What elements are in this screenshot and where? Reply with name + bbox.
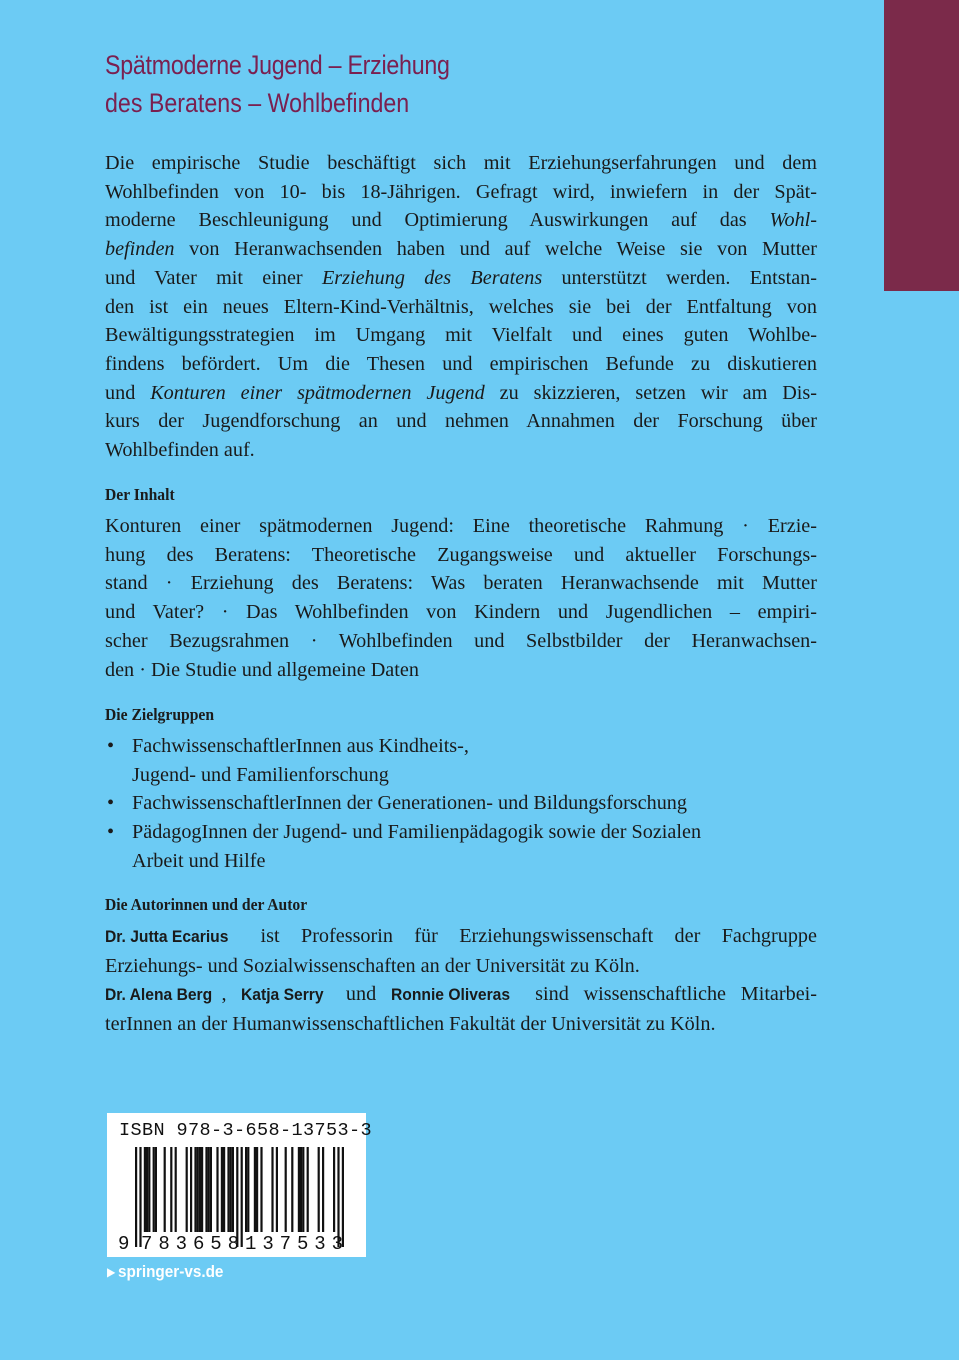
website-label: springer-vs.de (118, 1262, 224, 1281)
autoren-separator: und (331, 983, 391, 1006)
barcode-bar (197, 1147, 199, 1232)
barcode-bar (260, 1147, 262, 1232)
author-name: Dr. Alena Berg (105, 985, 213, 1005)
inhalt-paragraph (105, 512, 817, 684)
intro-line (105, 206, 817, 235)
barcode-bar (254, 1147, 256, 1232)
book-title (105, 46, 535, 122)
intro-italic-text: Wohl- (769, 209, 817, 232)
barcode-bar (210, 1147, 212, 1232)
intro-text: und Vater mit einer (105, 266, 322, 289)
barcode-bar (208, 1147, 210, 1232)
intro-text: Bewältigungsstrategien im Umgang mit Vielfalt und eines guten Wohlbe- (105, 324, 817, 347)
barcode-bar (318, 1147, 320, 1232)
arrow-icon: ▶ (107, 1265, 116, 1279)
isbn-label: ISBN 978-3-658-13753-3 (119, 1120, 373, 1141)
intro-text: und (105, 381, 151, 404)
barcode-bar (223, 1147, 225, 1232)
intro-text: Wohlbefinden von 10- bis 18-Jährigen. Gefragt wird, inwiefern in der Spät- (105, 180, 817, 203)
list-item-text: PädagogInnen der Jugend- und Familienpädagogik sowie der Sozialen (132, 821, 702, 844)
barcode-bar (155, 1147, 157, 1232)
barcode-bar (199, 1147, 201, 1232)
section-heading-autoren: Die Autorinnen und der Autor (105, 895, 308, 914)
list-item-text: FachwissenschaftlerInnen der Generationen- und Bildungsforschung (132, 792, 687, 815)
barcode-bar (285, 1147, 287, 1232)
barcode-bar (236, 1147, 238, 1247)
intro-line (105, 379, 817, 408)
intro-line (105, 235, 817, 264)
autoren-line-4: terInnen an der Humanwissenschaftlichen Fakultät der Universität zu Köln. (105, 1013, 716, 1036)
autoren-line-3 (105, 980, 817, 1010)
barcode-bar (230, 1147, 232, 1232)
barcode-bar (232, 1147, 234, 1232)
intro-italic-text: Erziehung des Beratens (321, 266, 543, 289)
intro-text: den ist ein neues Eltern-Kind-Verhältnis, welches sie bei der Entfaltung von (105, 295, 817, 318)
barcode-bar (148, 1147, 150, 1232)
autoren-line-2: Erziehungs- und Sozialwissenschaften an der Universität zu Köln. (105, 954, 640, 977)
barcode-bar (135, 1147, 137, 1247)
author-name: Katja Serry (241, 985, 324, 1005)
bullet-icon: • (107, 735, 115, 757)
intro-line (105, 407, 817, 436)
barcode-bar (271, 1147, 273, 1232)
barcode-digit-first: 9 (118, 1233, 130, 1255)
barcode-bar (201, 1147, 203, 1232)
barcode-bar (307, 1147, 309, 1232)
autoren-line-3-text: sind wissenschaftliche Mitarbei- (520, 983, 818, 1006)
barcode-bar (164, 1147, 166, 1232)
intro-text: moderne Beschleunigung und Optimierung Auswirkungen auf das (105, 209, 770, 232)
barcode-bar (153, 1147, 155, 1232)
list-item-text: FachwissenschaftlerInnen aus Kindheits-, (132, 735, 469, 757)
bullet-icon: • (107, 821, 115, 844)
barcode-bar (342, 1147, 344, 1247)
isbn-barcode (107, 1113, 373, 1257)
autoren-line-1 (105, 922, 817, 952)
barcode-bar (276, 1147, 278, 1232)
intro-text: Wohlbefinden auf. (105, 439, 255, 462)
barcode-bar (247, 1147, 249, 1232)
intro-text: unterstützt werden. Entstan- (542, 266, 817, 289)
bullet-icon: • (107, 792, 115, 815)
barcode-bar (216, 1147, 218, 1232)
barcode-bar (170, 1147, 172, 1232)
barcode-bar (190, 1147, 192, 1232)
autoren-line-1-text: ist Professorin für Erziehungswissenschaft der Fachgruppe (239, 925, 817, 947)
intro-italic-text: befinden (105, 238, 175, 261)
inhalt-line: Konturen einer spätmodernen Jugend: Eine theoretische Rahmung · Erzie- (105, 515, 817, 537)
intro-italic-text: Konturen einer spätmodernen Jugend (150, 381, 485, 404)
barcode-bar (227, 1147, 229, 1232)
barcode-bar (298, 1147, 300, 1232)
inhalt-line: den · Die Studie und allgemeine Daten (105, 658, 419, 681)
title-line-1: Spätmoderne Jugend – Erziehung (105, 50, 450, 80)
section-heading-inhalt: Der Inhalt (105, 485, 175, 504)
intro-line (105, 178, 817, 207)
barcode-bar (322, 1147, 324, 1232)
list-item (105, 818, 817, 875)
barcode-bar (333, 1147, 335, 1232)
list-item-text: Arbeit und Hilfe (132, 849, 266, 872)
barcode-bar (300, 1147, 302, 1232)
intro-line (105, 321, 817, 350)
intro-text: kurs der Jugendforschung an und nehmen Annahmen der Forschung über (105, 410, 817, 433)
list-item (105, 789, 817, 818)
barcode-bar (221, 1147, 223, 1232)
inhalt-line: scher Bezugsrahmen · Wohlbefinden und Selbstbilder der Heranwachsen- (105, 629, 817, 652)
intro-text: findens befördert. Um die Thesen und empirischen Befunde zu diskutieren (105, 352, 817, 375)
title-line-2: des Beratens – Wohlbefinden (105, 88, 410, 118)
author-name: Dr. Jutta Ecarius (105, 927, 229, 946)
intro-text: zu skizzieren, setzen wir am Dis- (484, 381, 817, 404)
barcode-bars (135, 1147, 344, 1247)
barcode-bar (146, 1147, 148, 1232)
intro-line (105, 293, 817, 322)
barcode-bar (337, 1147, 339, 1247)
intro-line (105, 149, 817, 178)
accent-bar (884, 0, 959, 291)
inhalt-line: und Vater? · Das Wohlbefinden von Kindern und Jugendlichen – empiri- (105, 601, 817, 624)
intro-text: Die empirische Studie beschäftigt sich mit Erziehungserfahrungen und dem (105, 152, 817, 174)
barcode-bar (144, 1147, 146, 1232)
inhalt-line: hung des Beratens: Theoretische Zugangsweise und aktueller Forschungs- (105, 543, 817, 566)
barcode-bar (205, 1147, 207, 1232)
barcode-bar (241, 1147, 243, 1247)
author-name: Ronnie Oliveras (390, 985, 511, 1005)
barcode-bar (302, 1147, 304, 1232)
barcode-bar (256, 1147, 258, 1232)
zielgruppen-list (105, 732, 817, 876)
barcode-digits-right: 137533 (245, 1233, 343, 1255)
publisher-website[interactable] (107, 1262, 223, 1282)
barcode-digits-left: 783658 (141, 1233, 239, 1255)
barcode-bar (194, 1147, 196, 1232)
intro-line (105, 350, 817, 379)
barcode-bar (245, 1147, 247, 1232)
intro-line (105, 436, 817, 465)
barcode-bar (175, 1147, 177, 1232)
autoren-separator: , (221, 983, 242, 1006)
barcode-bar (139, 1147, 141, 1247)
barcode-bar (186, 1147, 188, 1232)
list-item (105, 732, 817, 789)
section-heading-zielgruppen: Die Zielgruppen (105, 705, 215, 724)
intro-paragraph (105, 149, 817, 465)
list-item-text: Jugend- und Familienforschung (132, 763, 389, 786)
intro-text: von Heranwachsenden haben und auf welche Weise sie von Mutter (174, 238, 817, 261)
intro-line (105, 264, 817, 293)
inhalt-line: stand · Erziehung des Beratens: Was beraten Heranwachsende mit Mutter (105, 572, 817, 595)
autoren-paragraph (105, 922, 817, 1039)
barcode-bar (291, 1147, 293, 1232)
